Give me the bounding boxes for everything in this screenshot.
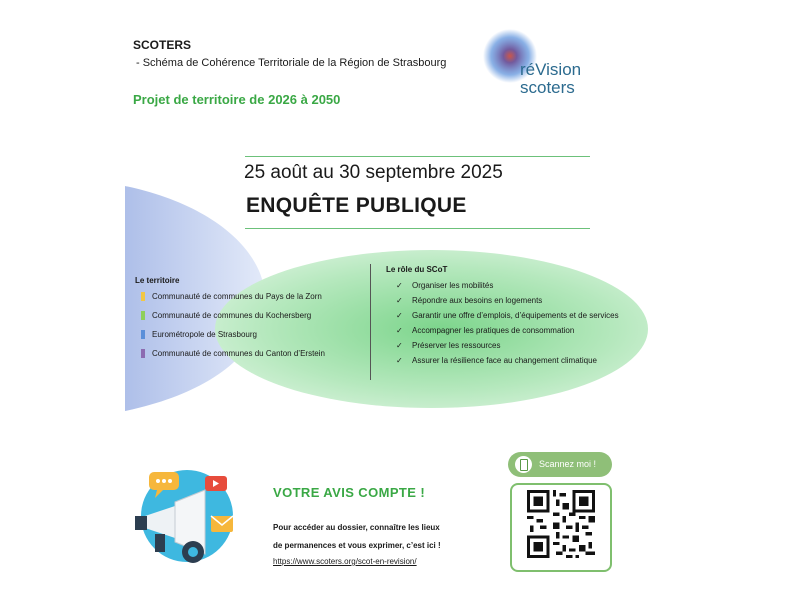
qr-code-icon[interactable] xyxy=(527,490,595,558)
avis-heading: VOTRE AVIS COMPTE ! xyxy=(273,485,426,500)
role-title: Le rôle du SCoT xyxy=(386,265,448,274)
divider-bottom xyxy=(245,228,590,229)
territoire-item xyxy=(141,310,325,329)
role-list xyxy=(396,280,636,370)
territoire-label: Communauté de communes du Canton d’Erstein xyxy=(152,349,325,358)
divider-top xyxy=(245,156,590,157)
check-icon: ✓ xyxy=(396,311,403,320)
project-title: Projet de territoire de 2026 à 2050 xyxy=(133,92,341,107)
role-label: Organiser les mobilités xyxy=(412,281,494,290)
scan-me-button[interactable] xyxy=(508,452,612,477)
role-divider xyxy=(370,264,371,380)
territoire-list xyxy=(141,291,325,367)
territoire-label: Eurométropole de Strasbourg xyxy=(152,330,257,339)
role-item xyxy=(396,295,636,306)
role-item xyxy=(396,325,636,336)
check-icon: ✓ xyxy=(396,281,403,290)
role-label: Préserver les ressources xyxy=(412,341,501,350)
territoire-color-marker xyxy=(141,330,145,339)
access-text xyxy=(273,519,493,555)
role-label: Répondre aux besoins en logements xyxy=(412,296,543,305)
territoire-color-marker xyxy=(141,349,145,358)
check-icon: ✓ xyxy=(396,326,403,335)
phone-icon xyxy=(515,456,532,473)
role-label: Accompagner les pratiques de consommation xyxy=(412,326,575,335)
territoire-item xyxy=(141,329,325,348)
role-item xyxy=(396,310,636,321)
territoire-item xyxy=(141,291,325,310)
territoire-color-marker xyxy=(141,292,145,301)
access-line-2: de permanences et vous exprimer, c’est ici ! xyxy=(273,541,441,550)
territoire-title: Le territoire xyxy=(135,276,180,285)
role-item xyxy=(396,355,636,366)
role-item xyxy=(396,280,636,291)
check-icon: ✓ xyxy=(396,341,403,350)
event-dates: 25 août au 30 septembre 2025 xyxy=(244,162,503,183)
check-icon: ✓ xyxy=(396,296,403,305)
territoire-label: Communauté de communes du Pays de la Zorn xyxy=(152,292,322,301)
role-label: Assurer la résilience face au changement climatique xyxy=(412,356,597,365)
logo-text-scoters: scoters xyxy=(520,78,575,97)
territoire-label: Communauté de communes du Kochersberg xyxy=(152,311,312,320)
scan-me-label: Scannez moi ! xyxy=(539,459,597,469)
access-line-1: Pour accéder au dossier, connaître les lieux xyxy=(273,523,440,532)
org-name: SCOTERS xyxy=(133,38,192,52)
scot-link[interactable]: https://www.scoters.org/scot-en-revision/ xyxy=(273,557,417,566)
role-item xyxy=(396,340,636,351)
megaphone-illustration-icon xyxy=(131,458,243,570)
org-subtitle: - Schéma de Cohérence Territoriale de la Région de Strasbourg xyxy=(136,57,447,69)
event-title: ENQUÊTE PUBLIQUE xyxy=(246,194,467,217)
revision-scoters-logo xyxy=(480,28,610,98)
check-icon: ✓ xyxy=(396,356,403,365)
role-label: Garantir une offre d’emplois, d’équipements et de services xyxy=(412,311,619,320)
territoire-item xyxy=(141,348,325,367)
logo-text-revision: réVision xyxy=(520,60,582,79)
territoire-color-marker xyxy=(141,311,145,320)
